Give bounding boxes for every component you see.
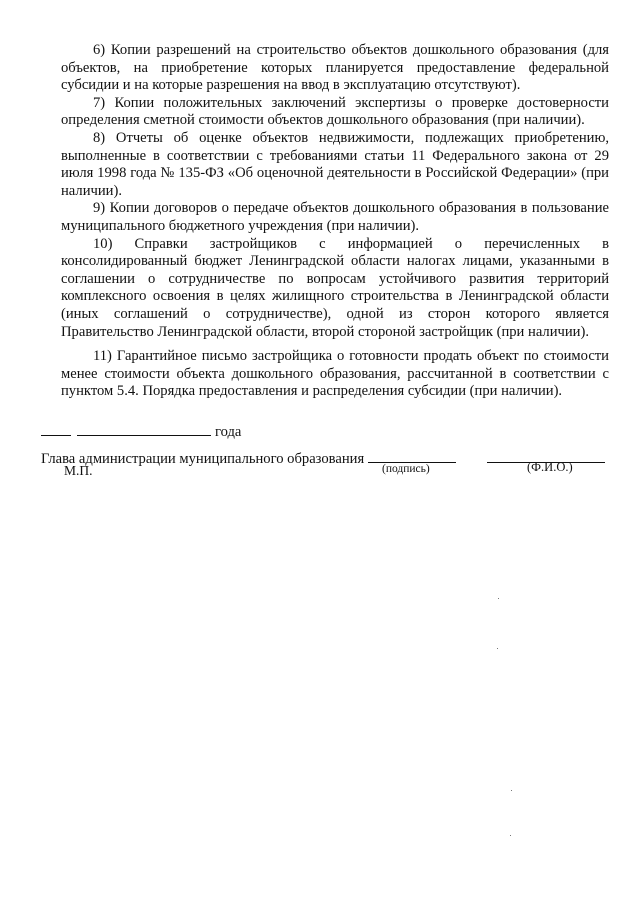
list-item-11: 11) Гарантийное письмо застройщика о готовности продать объект по стоимости менее стоимости объекта дошкольного образования, рассчитанной в соответствии с пунктом 5.4. Порядка предоставления и распределения субсидии (при наличии). — [61, 348, 609, 400]
scan-speck — [511, 790, 512, 791]
scan-speck — [497, 648, 498, 649]
signature-blank — [368, 448, 456, 463]
requirements-list — [61, 42, 609, 401]
date-suffix: года — [215, 424, 242, 440]
seal-mark: М.П. — [64, 463, 93, 478]
list-item-7: 7) Копии положительных заключений экспертизы о проверке достоверности определения сметной стоимости объектов дошкольного образования (при наличии). — [61, 94, 609, 129]
date-line — [41, 421, 241, 441]
scan-speck — [510, 835, 511, 836]
full-name-caption: (Ф.И.О.) — [527, 460, 573, 474]
signature-caption: (подпись) — [382, 463, 430, 475]
date-day-blank — [41, 421, 71, 436]
signatory-title: Глава администрации муниципального образования — [41, 451, 365, 467]
list-item-10: 10) Справки застройщиков с информацией о перечисленных в консолидированный бюджет Ленинградской области налогах лицами, указанными в соглашении о сотрудничестве по вопросам устойчивого развития территорий комплексного освоения в целях жилищного строительства в Ленинградской области (иных соглашений о сотрудничестве), одной из сторон которого является Правительство Ленинградской области, второй стороной застройщик (при наличии). — [61, 235, 609, 340]
list-item-9: 9) Копии договоров о передаче объектов дошкольного образования в пользование муниципального бюджетного учреждения (при наличии). — [61, 200, 609, 234]
date-month-blank — [77, 421, 211, 436]
list-item-6: 6) Копии разрешений на строительство объектов дошкольного образования (для объектов, на приобретение которых планируется предоставление федеральной субсидии и на которые разрешения на ввод в эксплуатацию отсутствуют). — [61, 42, 609, 94]
list-item-8: 8) Отчеты об оценке объектов недвижимости, подлежащих приобретению, выполненные в соответствии с требованиями статьи 11 Федерального закона от 29 июля 1998 года № 135-ФЗ «Об оценочной деятельности в Российской Федерации» (при наличии). — [61, 129, 609, 199]
scan-speck — [498, 598, 499, 599]
